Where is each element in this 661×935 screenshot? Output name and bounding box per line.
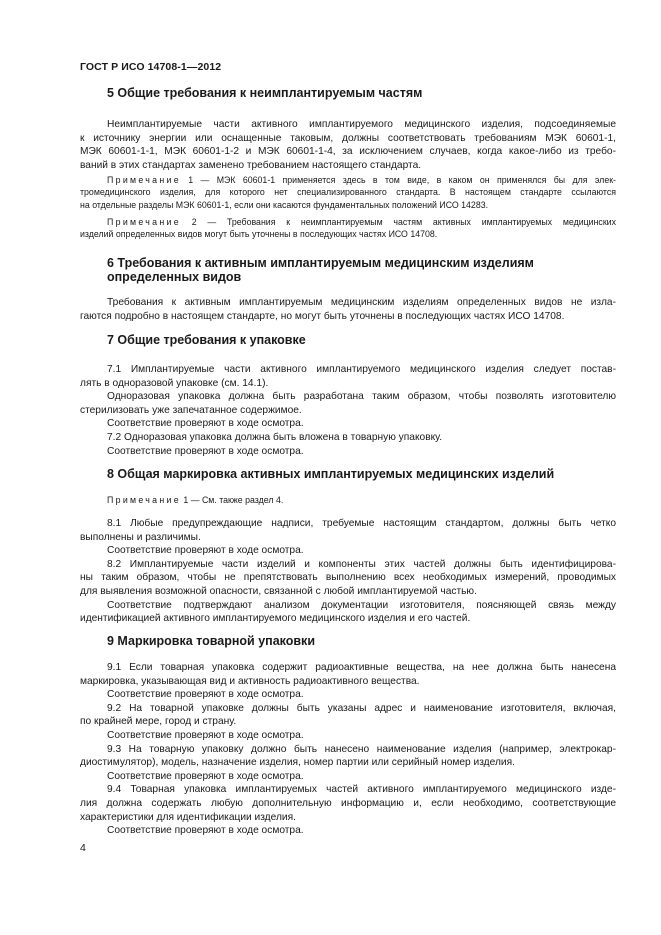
- section-6-paragraph: [80, 296, 616, 323]
- section-5-note-1: [80, 174, 616, 211]
- note-text: 2 — Требования к неимплантируемым частям активных имплантируемых медицинских: [180, 217, 616, 227]
- text-line: Соответствие проверяют в ходе осмотра.: [107, 545, 304, 557]
- section-5-paragraph: [80, 118, 616, 172]
- text-line: идентификацией активного имплантируемого медицинского изделия и его частей.: [80, 613, 471, 625]
- text-line: Одноразовая упаковка должна быть разработана таким образом, чтобы позволять изготовителю: [107, 391, 616, 403]
- text-line: характеристики для идентификации изделия.: [80, 811, 296, 823]
- section-5-note-2: [80, 216, 616, 241]
- text-line: МЭК 60601-1-1, МЭК 60601-1-2 и МЭК 60601-1-4, за исключением случаев, когда какое-либо из требо-: [80, 146, 616, 158]
- section-8-body: [80, 517, 616, 626]
- note-first-line: [80, 216, 616, 228]
- text-line: ны таким образом, чтобы не препятствовать выполнению всех необходимых измерений, проводимых: [80, 572, 616, 584]
- note-first-line: [80, 174, 616, 186]
- note-line: изделий определенных видов могут быть уточнены в последующих частях ИСО 14708.: [80, 229, 438, 240]
- note-first-line: [80, 494, 616, 506]
- note-label: Примечание: [107, 175, 181, 185]
- text-line: по крайней мере, город и страну.: [80, 716, 237, 728]
- text-line: Соответствие проверяют в ходе осмотра.: [107, 418, 304, 430]
- text-line: 9.3 На товарную упаковку должно быть нанесено наименование изделия (например, электрокар-: [107, 743, 616, 755]
- page-number: 4: [80, 842, 86, 854]
- text-line: Соответствие проверяют в ходе осмотра.: [107, 445, 304, 457]
- section-6-heading-cont: определенных видов: [107, 270, 242, 284]
- text-line: к источнику энергии или оснащенные таковым, должны соответствовать требованиям МЭК 60601-1,: [80, 132, 616, 144]
- section-9-heading: 9 Маркировка товарной упаковки: [107, 634, 316, 648]
- text-line: диостимулятор), модель, назначение изделия, номер партии или серийный номер изделия.: [80, 757, 515, 769]
- note-label: Примечание: [107, 217, 181, 227]
- text-line: для выявления возможной опасности, связанной с любой имплантируемой частью.: [80, 585, 477, 597]
- note-text: 1 — См. также раздел 4.: [180, 495, 284, 505]
- note-text: 1 — МЭК 60601-1 применяется здесь в том виде, в каком он применялся бы для элек-: [180, 175, 616, 185]
- text-line: Неимплантируемые части активного имплантируемого медицинского изделия, подсоединяемые: [107, 119, 616, 130]
- section-8-note: [80, 494, 616, 506]
- text-line: 7.2 Одноразовая упаковка должна быть вложена в товарную упаковку.: [107, 431, 443, 443]
- text-line: маркировка, указывающая вид и активность радиоактивного вещества.: [80, 675, 420, 687]
- section-7-heading: 7 Общие требования к упаковке: [107, 333, 306, 347]
- section-8-heading: 8 Общая маркировка активных имплантируемых медицинских изделий: [107, 467, 555, 481]
- text-line: 8.1 Любые предупреждающие надписи, требуемые настоящим стандартом, должны быть четко: [107, 518, 616, 529]
- note-line: тромедицинского изделия, для которого нет специализированного стандарта. В настоящем стандарте ссылаются: [80, 187, 616, 198]
- text-line: 9.1 Если товарная упаковка содержит радиоактивные вещества, на нее должна быть нанесена: [107, 662, 616, 673]
- document-header: ГОСТ Р ИСО 14708-1—2012: [80, 61, 222, 73]
- section-6-heading: 6 Требования к активным имплантируемым медицинским изделиям: [107, 256, 534, 270]
- text-line: Соответствие проверяют в ходе осмотра.: [107, 689, 304, 701]
- text-line: гаются подробно в настоящем стандарте, но могут быть уточнены в последующих частях ИСО 14708.: [80, 310, 565, 322]
- text-line: Соответствие проверяют в ходе осмотра.: [107, 770, 304, 782]
- text-line: Соответствие подтверждают анализом документации изготовителя, поясняющей связь между: [107, 599, 616, 611]
- text-line: ваний в этих стандартах заменено требованием настоящего стандарта.: [80, 159, 422, 171]
- text-line: 9.4 Товарная упаковка имплантируемых частей активного имплантируемого медицинского изде-: [107, 784, 616, 796]
- text-line: выполнены и различимы.: [80, 531, 201, 543]
- text-line: стерилизовать уже запечатанное содержимое.: [80, 404, 302, 416]
- note-line: на отдельные разделы МЭК 60601-1, если они касаются фундаментальных положений ИСО 14283.: [80, 199, 489, 210]
- text-line: 7.1 Имплантируемые части активного имплантируемого медицинского изделия следует постав-: [107, 364, 616, 375]
- text-line: Соответствие проверяют в ходе осмотра.: [107, 729, 304, 741]
- text-line: Требования к активным имплантируемым медицинским изделиям определенных видов не изла-: [107, 297, 616, 308]
- text-line: 9.2 На товарной упаковке должны быть указаны адрес и наименование изготовителя, включая,: [107, 702, 616, 714]
- text-line: Соответствие проверяют в ходе осмотра.: [107, 825, 304, 837]
- text-line: 8.2 Имплантируемые части изделий и компоненты этих частей должны быть идентифицирова-: [107, 558, 616, 570]
- section-7-body: [80, 363, 616, 458]
- note-label: Примечание: [107, 495, 181, 505]
- text-line: лия должна содержать любую дополнительную информацию и, если необходимо, соответствующие: [80, 797, 616, 809]
- section-5-heading: 5 Общие требования к неимплантируемым частям: [107, 86, 423, 100]
- section-9-body: [80, 661, 616, 838]
- text-line: лять в одноразовой упаковке (см. 14.1).: [80, 377, 269, 389]
